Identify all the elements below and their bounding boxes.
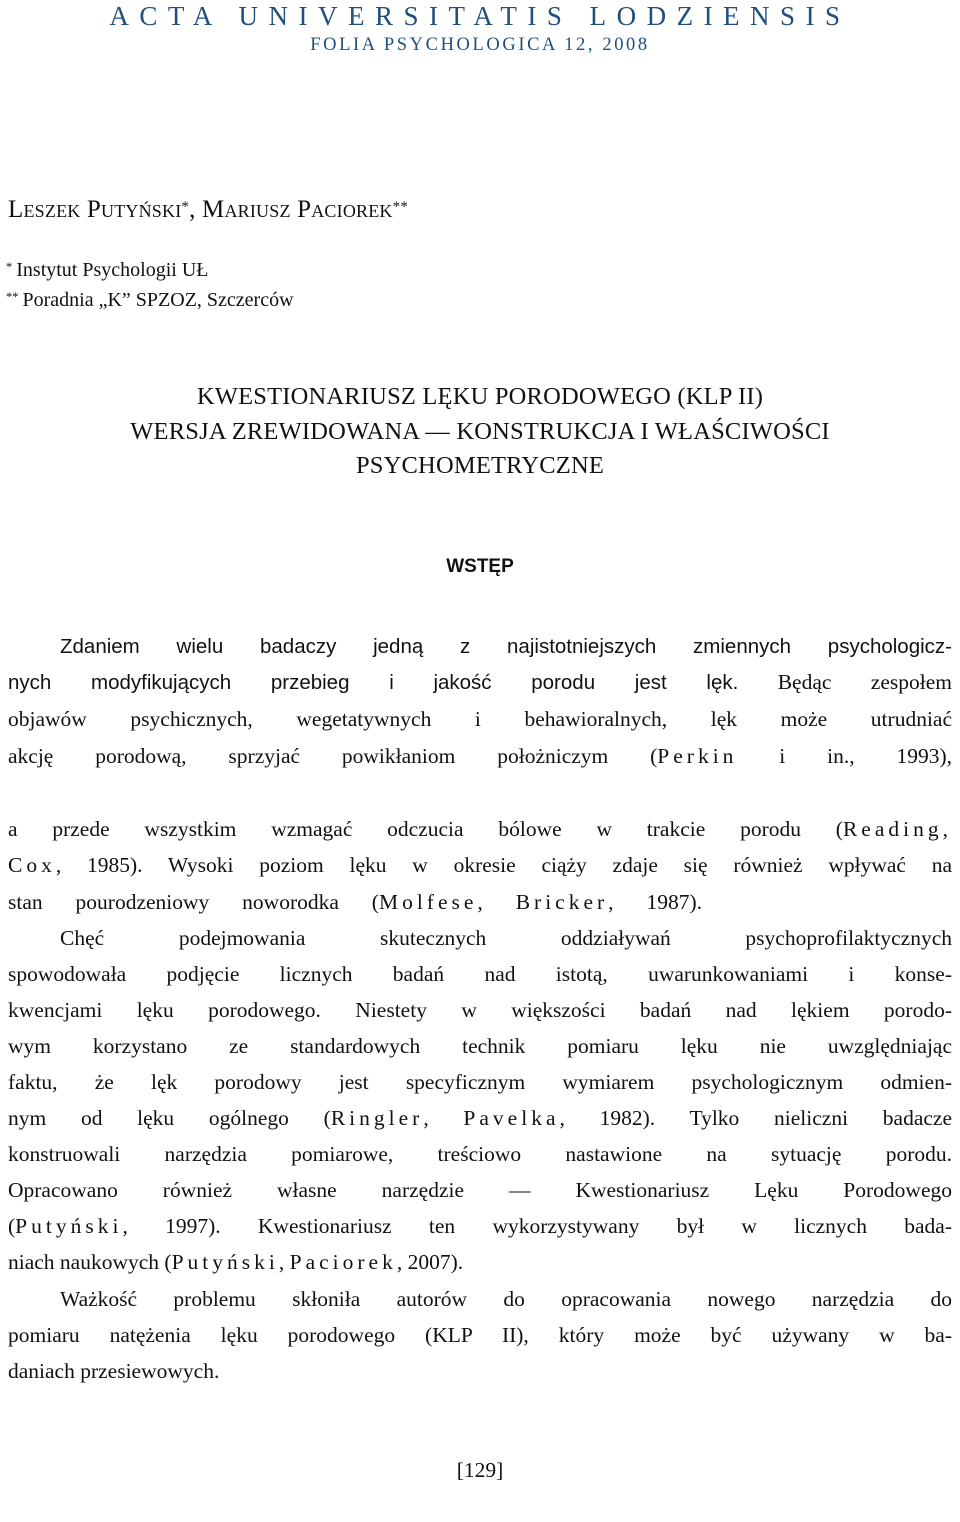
paragraph-line: spowodowała podjęcie licznych badań nad istotą, uwarunkowaniami i konse- [8, 962, 952, 986]
citation-author: Putyński [15, 1214, 123, 1238]
author-separator: , [189, 196, 203, 223]
paragraph-line: niach naukowych (Putyński, Paciorek, 2007). [8, 1250, 464, 1274]
citation-author: Perkin [657, 744, 738, 768]
paragraph-line: Ważkość problemu skłoniła autorów do opracowania nowego narzędzia do [60, 1287, 952, 1311]
paragraph-line: stan pourodzeniowy noworodka (Molfese, Bricker, 1987). [8, 890, 702, 914]
citation-author: Reading, [842, 817, 952, 841]
journal-title: ACTA UNIVERSITATIS LODZIENSIS [109, 1, 851, 31]
paragraph-line: Opracowano również własne narzędzie — Kwestionariusz Lęku Porodowego [8, 1178, 952, 1202]
paragraph-line: a przede wszystkim wzmagać odczucia bólowe w trakcie porodu (Reading, [8, 817, 952, 841]
citation-author: Molfese [378, 890, 478, 914]
section-heading: WSTĘP [446, 556, 514, 577]
affiliation-marker: ** [6, 290, 19, 304]
author-name: Leszek Putyński [8, 196, 182, 223]
affiliation-text: Poradnia „K” SPZOZ, Szczerców [22, 289, 294, 311]
paragraph-line: wym korzystano ze standardowych technik pomiaru lęku nie uwzględniając [8, 1034, 952, 1058]
citation-author: Putyński [171, 1250, 279, 1274]
paragraph-line: objawów psychicznych, wegetatywnych i behawioralnych, lęk może utrudniać [8, 707, 952, 731]
affiliation [6, 288, 294, 314]
paragraph-line: kwencjami lęku porodowego. Niestety w większości badań nad lękiem porodo- [8, 998, 952, 1022]
citation-author: Pavelka [463, 1106, 560, 1130]
paragraph-line: konstruowali narzędzia pomiarowe, treściowo nastawione na sytuację porodu. [8, 1142, 952, 1166]
affiliation-marker: ** [392, 199, 409, 215]
affiliation-text: Instytut Psychologii UŁ [16, 259, 209, 281]
affiliation-marker: * [6, 260, 13, 274]
paragraph-line: (Putyński, 1997). Kwestionariusz ten wykorzystywany był w licznych bada- [8, 1214, 952, 1238]
title-line: KWESTIONARIUSZ LĘKU PORODOWEGO (KLP II) [196, 383, 764, 410]
paragraph-line: nym od lęku ogólnego (Ringler, Pavelka, 1982). Tylko nieliczni badacze [8, 1106, 952, 1130]
author-name: Mariusz Paciorek [202, 196, 393, 223]
paragraph-line: daniach przesiewowych. [8, 1359, 220, 1383]
citation-author: Ringler [330, 1106, 424, 1130]
journal-series: FOLIA PSYCHOLOGICA 12, 2008 [310, 35, 650, 55]
citation-author: Cox [8, 853, 56, 877]
paragraph-line: nych modyfikujących przebieg i jakość porodu jest lęk. Będąc zespołem [8, 670, 952, 694]
paragraph-line: Zdaniem wielu badaczy jedną z najistotniejszych zmiennych psychologicz- [60, 635, 952, 658]
citation-author: Bricker [515, 890, 609, 914]
affiliation-marker: * [181, 199, 190, 215]
paragraph-line: akcję porodową, sprzyjać powikłaniom położniczym (Perkin i in., 1993), [8, 744, 952, 768]
citation-author: Paciorek [289, 1250, 397, 1274]
title-line: WERSJA ZREWIDOWANA — KONSTRUKCJA I WŁAŚCIWOŚCI [130, 417, 830, 445]
paragraph-line: Chęć podejmowania skutecznych oddziaływań psychoprofilaktycznych [60, 926, 952, 950]
author-line [8, 193, 408, 230]
article-title [0, 380, 960, 484]
page-number: [129] [456, 1458, 504, 1482]
title-line: PSYCHOMETRYCZNE [355, 452, 605, 479]
affiliation [6, 258, 208, 284]
paragraph-line: pomiaru natężenia lęku porodowego (KLP II), który może być używany w ba- [8, 1323, 952, 1347]
paragraph-line: Cox, 1985). Wysoki poziom lęku w okresie ciąży zdaje się również wpływać na [8, 853, 952, 877]
paragraph-line: faktu, że lęk porodowy jest specyficznym wymiarem psychologicznym odmien- [8, 1070, 952, 1094]
